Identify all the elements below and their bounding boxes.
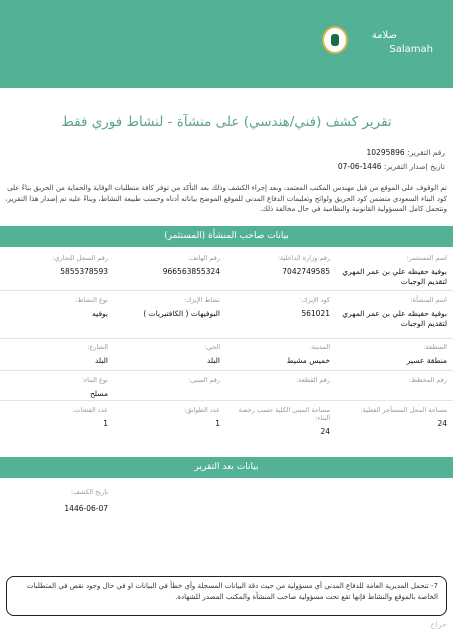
field-label: رقم وزارة الداخلية: xyxy=(277,254,330,262)
field-region xyxy=(335,343,447,366)
field-value: البلد xyxy=(94,356,108,365)
field-interior-id xyxy=(230,254,330,277)
field-label: الحي: xyxy=(204,343,220,351)
field-plan-number xyxy=(335,376,447,389)
field-label: رقم القطعة: xyxy=(296,376,330,384)
field-label: مساحة المحل المستأجر الفعلية: xyxy=(360,406,447,414)
field-value: 1 xyxy=(103,419,108,428)
field-label: عدد الفتحات: xyxy=(72,406,108,414)
field-value: 24 xyxy=(320,427,330,436)
field-value: 1446-06-07 xyxy=(64,504,108,513)
field-label: المدينة: xyxy=(309,343,330,351)
field-value: 561021 xyxy=(301,309,330,318)
civil-defense-logo xyxy=(322,26,348,54)
field-commercial-register xyxy=(8,254,108,277)
field-label: اسم المنشأة: xyxy=(410,296,447,304)
report-number-label: رقم التقرير: xyxy=(407,148,445,157)
app-header xyxy=(0,0,453,88)
field-label: رقم المبنى: xyxy=(188,376,220,384)
field-value: بوفية حفيظه علي بن عمر المهري لتقديم الوجبات xyxy=(342,309,447,328)
field-value: 1 xyxy=(215,419,220,428)
field-opening-count xyxy=(8,406,108,429)
field-value: 7042749585 xyxy=(282,267,330,276)
field-facility-name xyxy=(335,296,447,329)
field-floor-count xyxy=(120,406,220,429)
field-label: المنطقة: xyxy=(423,343,447,351)
report-date-label: تاريخ إصدار التقرير: xyxy=(383,162,445,171)
field-label: عدد الطوابق: xyxy=(184,406,220,414)
field-label: رقم السجل التجاري: xyxy=(52,254,108,262)
field-shop-area xyxy=(335,406,447,429)
field-value: منطقة عسير xyxy=(406,356,447,365)
field-value: مسلح xyxy=(89,389,108,398)
field-isic-code xyxy=(230,296,330,319)
field-street xyxy=(8,343,108,366)
watermark: حراج xyxy=(430,620,447,629)
brand-name-english: Salamah xyxy=(389,44,433,55)
field-value: 5855378593 xyxy=(60,267,108,276)
field-building-number xyxy=(120,376,220,389)
logo-emblem-icon xyxy=(331,34,339,46)
field-label: رقم الهاتف: xyxy=(187,254,220,262)
field-activity-type xyxy=(8,296,108,319)
field-label: تاريخ الكشف: xyxy=(70,488,108,496)
field-value: البوفيهات ( الكافتيريات ) xyxy=(143,309,220,318)
field-isic-activity xyxy=(120,296,220,319)
field-phone xyxy=(120,254,220,277)
row-divider xyxy=(0,400,453,401)
field-building-area xyxy=(230,406,330,437)
field-value: 966563855324 xyxy=(162,267,220,276)
field-value: بوفيه xyxy=(92,309,108,318)
field-value: البلد xyxy=(206,356,220,365)
field-label: كود الإيزك: xyxy=(300,296,330,304)
field-label: اسم المستثمر: xyxy=(406,254,447,262)
row-divider xyxy=(0,338,453,339)
liability-notice: 7- تتحمل المديرية العامة للدفاع المدني أي مسؤولية من حيث دقة البيانات المسجلة وأي خطأ في البيانات او في حال وجود نقص في المتطلبات الخاصة بالموقع والنشاط فإنها تقع تحت مسؤولية صاحب المنشأة والمكتب المصدر للشهادة. xyxy=(6,576,447,616)
report-title: تقرير كشف (فني/هندسي) على منشآة - لنشاط فوري فقط xyxy=(61,114,392,130)
row-divider xyxy=(0,290,453,291)
report-date xyxy=(338,162,445,171)
facility-section-header: بيانات صاحب المنشأة (المستثمر) xyxy=(0,226,453,247)
brand-name-arabic: صلامة xyxy=(371,30,397,41)
report-number-value: 10295896 xyxy=(366,148,405,157)
field-value: بوفية حفيظه علي بن عمر المهري لتقديم الوجبات xyxy=(342,267,447,286)
field-district xyxy=(120,343,220,366)
field-value: 24 xyxy=(437,419,447,428)
report-intro-paragraph: تم الوقوف على الموقع من قبل مهندس المكتب المعتمد، وبعد إجراء الكشف وذلك بعد التأكد من توفر كافة متطلبات الوقاية والحماية من الحريق بناءً على كود البناء السعودي متضمن كود الحريق ولوائح وتعليمات الدفاع المدني للموقع الموضح بياناته أدناه وحسب طبيعة النشاط، وبناءً عليه تم إصدار هذا التقرير، ونتحمل كامل المسؤولية القانونية والنظامية في حال مخالفة ذلك. xyxy=(5,184,447,213)
field-label: نشاط الإيزك: xyxy=(183,296,220,304)
field-construction-type xyxy=(8,376,108,399)
field-value: خميس مشيط xyxy=(286,356,330,365)
field-inspection-date xyxy=(8,488,108,514)
report-date-value: 1446-06-07 xyxy=(337,162,382,171)
field-label: مساحة المبنى الكلية حسب رخصة البناء: xyxy=(238,406,330,422)
report-number xyxy=(367,148,445,157)
field-label: نوع النشاط: xyxy=(75,296,108,304)
field-city xyxy=(230,343,330,366)
field-plot-number xyxy=(230,376,330,389)
field-label: رقم المخطط: xyxy=(408,376,447,384)
field-investor-name xyxy=(335,254,447,287)
row-divider xyxy=(0,370,453,371)
field-label: الشارع: xyxy=(87,343,108,351)
field-label: نوع البناء: xyxy=(81,376,108,384)
post-report-section-header: بيانات بعد التقرير xyxy=(0,457,453,478)
